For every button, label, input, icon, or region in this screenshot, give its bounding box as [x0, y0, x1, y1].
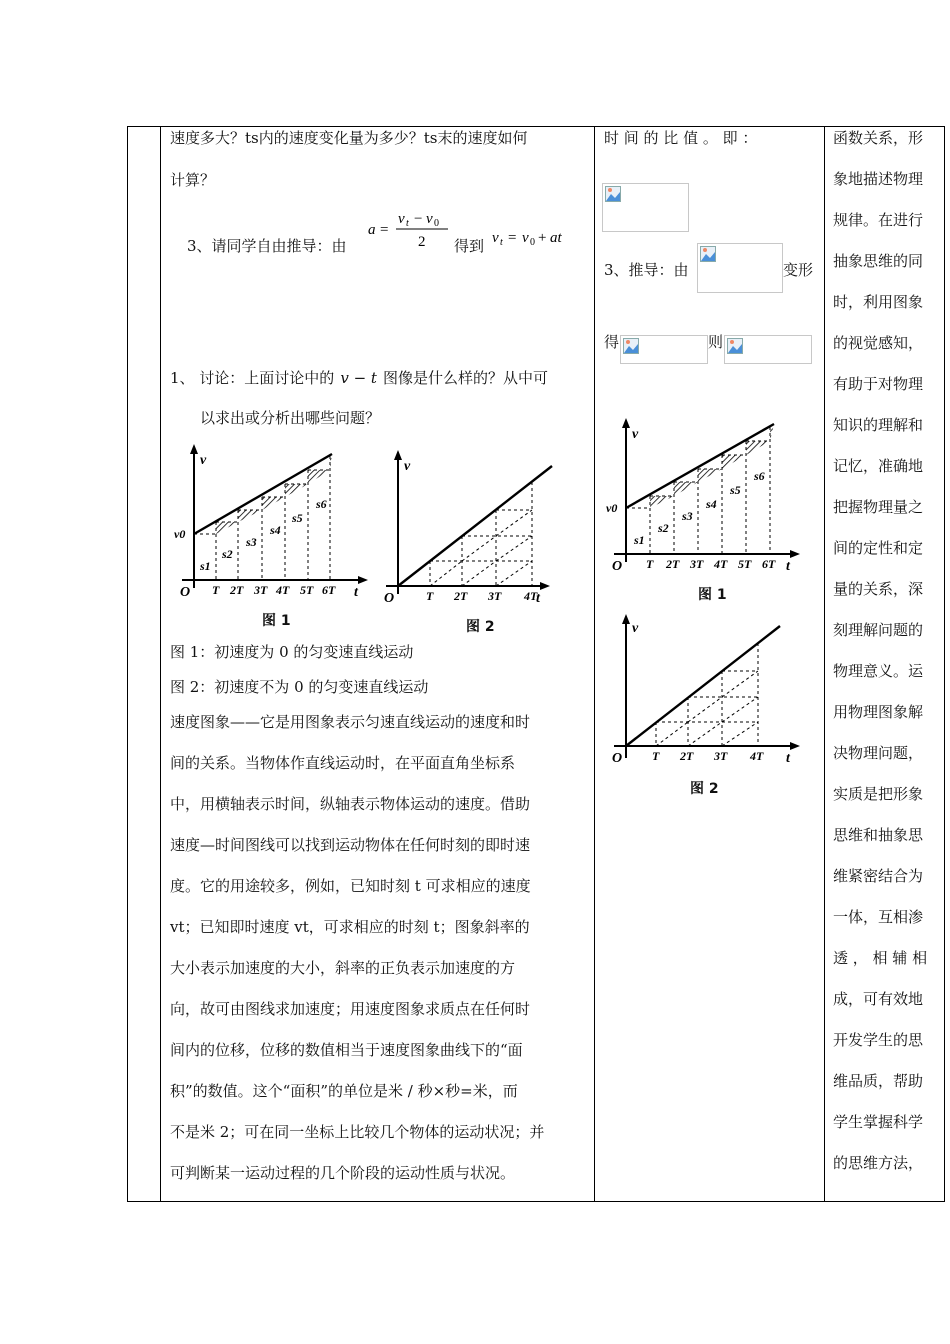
figure-2-velocity-graph-copy — [604, 612, 804, 770]
svg-text:v: v — [492, 230, 499, 246]
broken-image-icon — [623, 338, 639, 354]
table-divider-3 — [824, 126, 825, 1202]
commentary-line: 一体，互相渗 — [833, 908, 924, 926]
formula-velocity — [490, 224, 582, 250]
commentary-line: 透 ， 相 辅 相 — [833, 949, 928, 967]
discussion-suffix: 图像是什么样的？从中可 — [382, 369, 548, 387]
tick-label: 6T — [322, 583, 336, 597]
svg-text:v: v — [426, 211, 433, 227]
tick-label: 2T — [230, 583, 244, 597]
commentary-line: 的视觉感知， — [833, 334, 924, 352]
paragraph-line: 间内的位移，位移的数值相当于速度图象曲线下的“面 — [170, 1041, 523, 1059]
origin-label: O — [180, 585, 191, 600]
axis-v-label: v — [632, 427, 639, 442]
commentary-line: 决物理问题， — [833, 744, 924, 762]
commentary-line: 用物理图象解 — [833, 703, 924, 721]
paragraph-line: 速度—时间图线可以找到运动物体在任何时刻的即时速 — [170, 836, 531, 854]
figure-2-velocity-graph — [376, 448, 556, 606]
paragraph-line: 不是米 2；可在同一坐标上比较几个物体的运动状况；并 — [170, 1123, 545, 1141]
commentary-line: 间的定性和定 — [833, 539, 924, 557]
area-label: s6 — [316, 497, 327, 511]
tick-label: 4T — [750, 749, 764, 763]
text-line: 速度多大？ts内的速度变化量为多少？ts末的速度如何 — [170, 129, 528, 147]
commentary-line: 记忆，准确地 — [833, 457, 924, 475]
svg-text:0: 0 — [530, 237, 535, 248]
svg-text:0: 0 — [434, 218, 439, 229]
commentary-line: 把握物理量之 — [833, 498, 924, 516]
tick-label: 3T — [714, 749, 728, 763]
figure-1-velocity-graph-copy — [604, 416, 804, 574]
then-label: 则 — [708, 333, 724, 351]
table-border-bottom — [127, 1201, 945, 1202]
derivation-mid: 得到 — [454, 237, 485, 255]
commentary-line: 抽象思维的同 — [833, 252, 924, 270]
table-divider-1 — [160, 126, 161, 1202]
axis-t-label: t — [786, 559, 790, 574]
paragraph-line: 中，用横轴表示时间，纵轴表示物体运动的速度。借助 — [170, 795, 531, 813]
table-border-right — [944, 126, 945, 1202]
commentary-line: 维品质，帮助 — [833, 1072, 924, 1090]
origin-label: O — [612, 559, 623, 574]
area-label: s3 — [682, 509, 693, 523]
tick-label: 2T — [666, 557, 680, 571]
area-label: s3 — [246, 535, 257, 549]
broken-image-icon — [727, 338, 743, 354]
figure-2-caption: 图 2 — [690, 781, 719, 797]
broken-image-icon — [700, 246, 716, 262]
figure-1-velocity-graph — [172, 442, 372, 600]
paragraph-line: 间的关系。当物体作直线运动时，在平面直角坐标系 — [170, 754, 516, 772]
tick-label: T — [212, 583, 220, 597]
tick-label: T — [426, 589, 434, 603]
svg-text:−: − — [414, 211, 423, 227]
axis-t-label: t — [536, 591, 540, 606]
paragraph-line: 大小表示加速度的大小，斜率的正负表示加速度的方 — [170, 959, 516, 977]
commentary-line: 成，可有效地 — [833, 990, 924, 1008]
svg-text:=: = — [380, 222, 389, 238]
figure-1-caption: 图 1 — [262, 613, 291, 629]
axis-t-label: t — [354, 585, 358, 600]
commentary-line: 知识的理解和 — [833, 416, 924, 434]
commentary-line: 函数关系，形 — [833, 129, 924, 147]
svg-text:v: v — [398, 211, 405, 227]
broken-image-placeholder — [697, 243, 783, 293]
commentary-line: 规律。在进行 — [833, 211, 924, 229]
commentary-line: 刻理解问题的 — [833, 621, 924, 639]
axis-v-label: v — [200, 453, 207, 468]
figure-1-caption: 图 1 — [698, 587, 727, 603]
area-label: s4 — [706, 497, 717, 511]
commentary-line: 的思维方法， — [833, 1154, 924, 1172]
commentary-line: 物理意义。运 — [833, 662, 924, 680]
commentary-line: 实质是把形象 — [833, 785, 924, 803]
v0-label: v0 — [606, 501, 618, 515]
paragraph-line: vt；已知即时速度 vt，可求相应的时刻 t；图象斜率的 — [170, 918, 530, 936]
paragraph-line: 可判断某一运动过程的几个阶段的运动性质与状况。 — [170, 1164, 516, 1182]
text-line: 计算？ — [170, 171, 216, 189]
text-line: 时 间 的 比 值 。 即 ： — [604, 129, 758, 147]
commentary-line: 开发学生的思 — [833, 1031, 924, 1049]
area-label: s5 — [292, 511, 303, 525]
derivation-suffix: 变形 — [783, 261, 814, 279]
derivation-prompt: 3、请同学自由推导：由 — [187, 237, 347, 255]
paragraph-line: 速度图象——它是用图象表示匀速直线运动的速度和时 — [170, 713, 531, 731]
broken-image-icon — [605, 186, 621, 202]
svg-text:at: at — [550, 230, 562, 246]
commentary-line: 量的关系，深 — [833, 580, 924, 598]
area-label: s4 — [270, 523, 281, 537]
svg-text:+: + — [538, 230, 547, 246]
v0-label: v0 — [174, 527, 186, 541]
table-divider-2 — [594, 126, 595, 1202]
axis-v-label: v — [632, 621, 639, 636]
svg-text:=: = — [508, 230, 517, 246]
figure-1-description: 图 1：初速度为 0 的匀变速直线运动 — [170, 643, 414, 661]
figure-2-description: 图 2：初速度不为 0 的匀变速直线运动 — [170, 678, 429, 696]
discussion-question — [170, 368, 548, 388]
svg-text:t: t — [500, 237, 503, 248]
tick-label: 4T — [714, 557, 728, 571]
tick-label: 4T — [276, 583, 290, 597]
paragraph-line: 向，故可由图线求加速度；用速度图象求质点在任何时 — [170, 1000, 531, 1018]
broken-image-placeholder — [602, 183, 689, 232]
discussion-question-line2: 以求出或分析出哪些问题？ — [200, 409, 381, 427]
paragraph-line: 积”的数值。这个“面积”的单位是米 / 秒×秒=米，而 — [170, 1082, 518, 1100]
area-label: s5 — [730, 483, 741, 497]
axis-v-label: v — [404, 459, 411, 474]
tick-label: 2T — [680, 749, 694, 763]
origin-label: O — [384, 591, 395, 606]
tick-label: T — [646, 557, 654, 571]
tick-label: 4T — [524, 589, 538, 603]
area-label: s1 — [634, 533, 645, 547]
commentary-line: 学生掌握科学 — [833, 1113, 924, 1131]
tick-label: 3T — [254, 583, 268, 597]
svg-text:t: t — [406, 218, 409, 229]
tick-label: 5T — [300, 583, 314, 597]
tick-label: 2T — [454, 589, 468, 603]
svg-text:v: v — [522, 230, 529, 246]
table-border-top — [127, 126, 945, 127]
get-label: 得 — [604, 333, 620, 351]
commentary-line: 象地描述物理 — [833, 170, 924, 188]
commentary-line: 时，利用图象 — [833, 293, 924, 311]
tick-label: 6T — [762, 557, 776, 571]
origin-label: O — [612, 751, 623, 766]
tick-label: 3T — [488, 589, 502, 603]
svg-text:a: a — [368, 222, 376, 238]
commentary-line: 有助于对物理 — [833, 375, 924, 393]
table-border-left — [127, 126, 128, 1202]
area-label: s2 — [658, 521, 669, 535]
area-label: s1 — [200, 559, 211, 573]
tick-label: 3T — [690, 557, 704, 571]
axis-t-label: t — [786, 751, 790, 766]
vt-symbol: v − t — [340, 369, 377, 387]
commentary-line: 思维和抽象思 — [833, 826, 924, 844]
derivation-prompt: 3、推导：由 — [604, 261, 689, 279]
svg-text:2: 2 — [418, 234, 426, 250]
formula-acceleration — [364, 206, 454, 254]
area-label: s2 — [222, 547, 233, 561]
broken-image-placeholder — [620, 335, 708, 364]
discussion-prefix: 1、 讨论：上面讨论中的 — [170, 369, 335, 387]
commentary-line: 维紧密结合为 — [833, 867, 924, 885]
figure-2-caption: 图 2 — [466, 619, 495, 635]
paragraph-line: 度。它的用途较多，例如，已知时刻 t 可求相应的速度 — [170, 877, 531, 895]
tick-label: 5T — [738, 557, 752, 571]
broken-image-placeholder — [724, 335, 812, 364]
tick-label: T — [652, 749, 660, 763]
area-label: s6 — [754, 469, 765, 483]
